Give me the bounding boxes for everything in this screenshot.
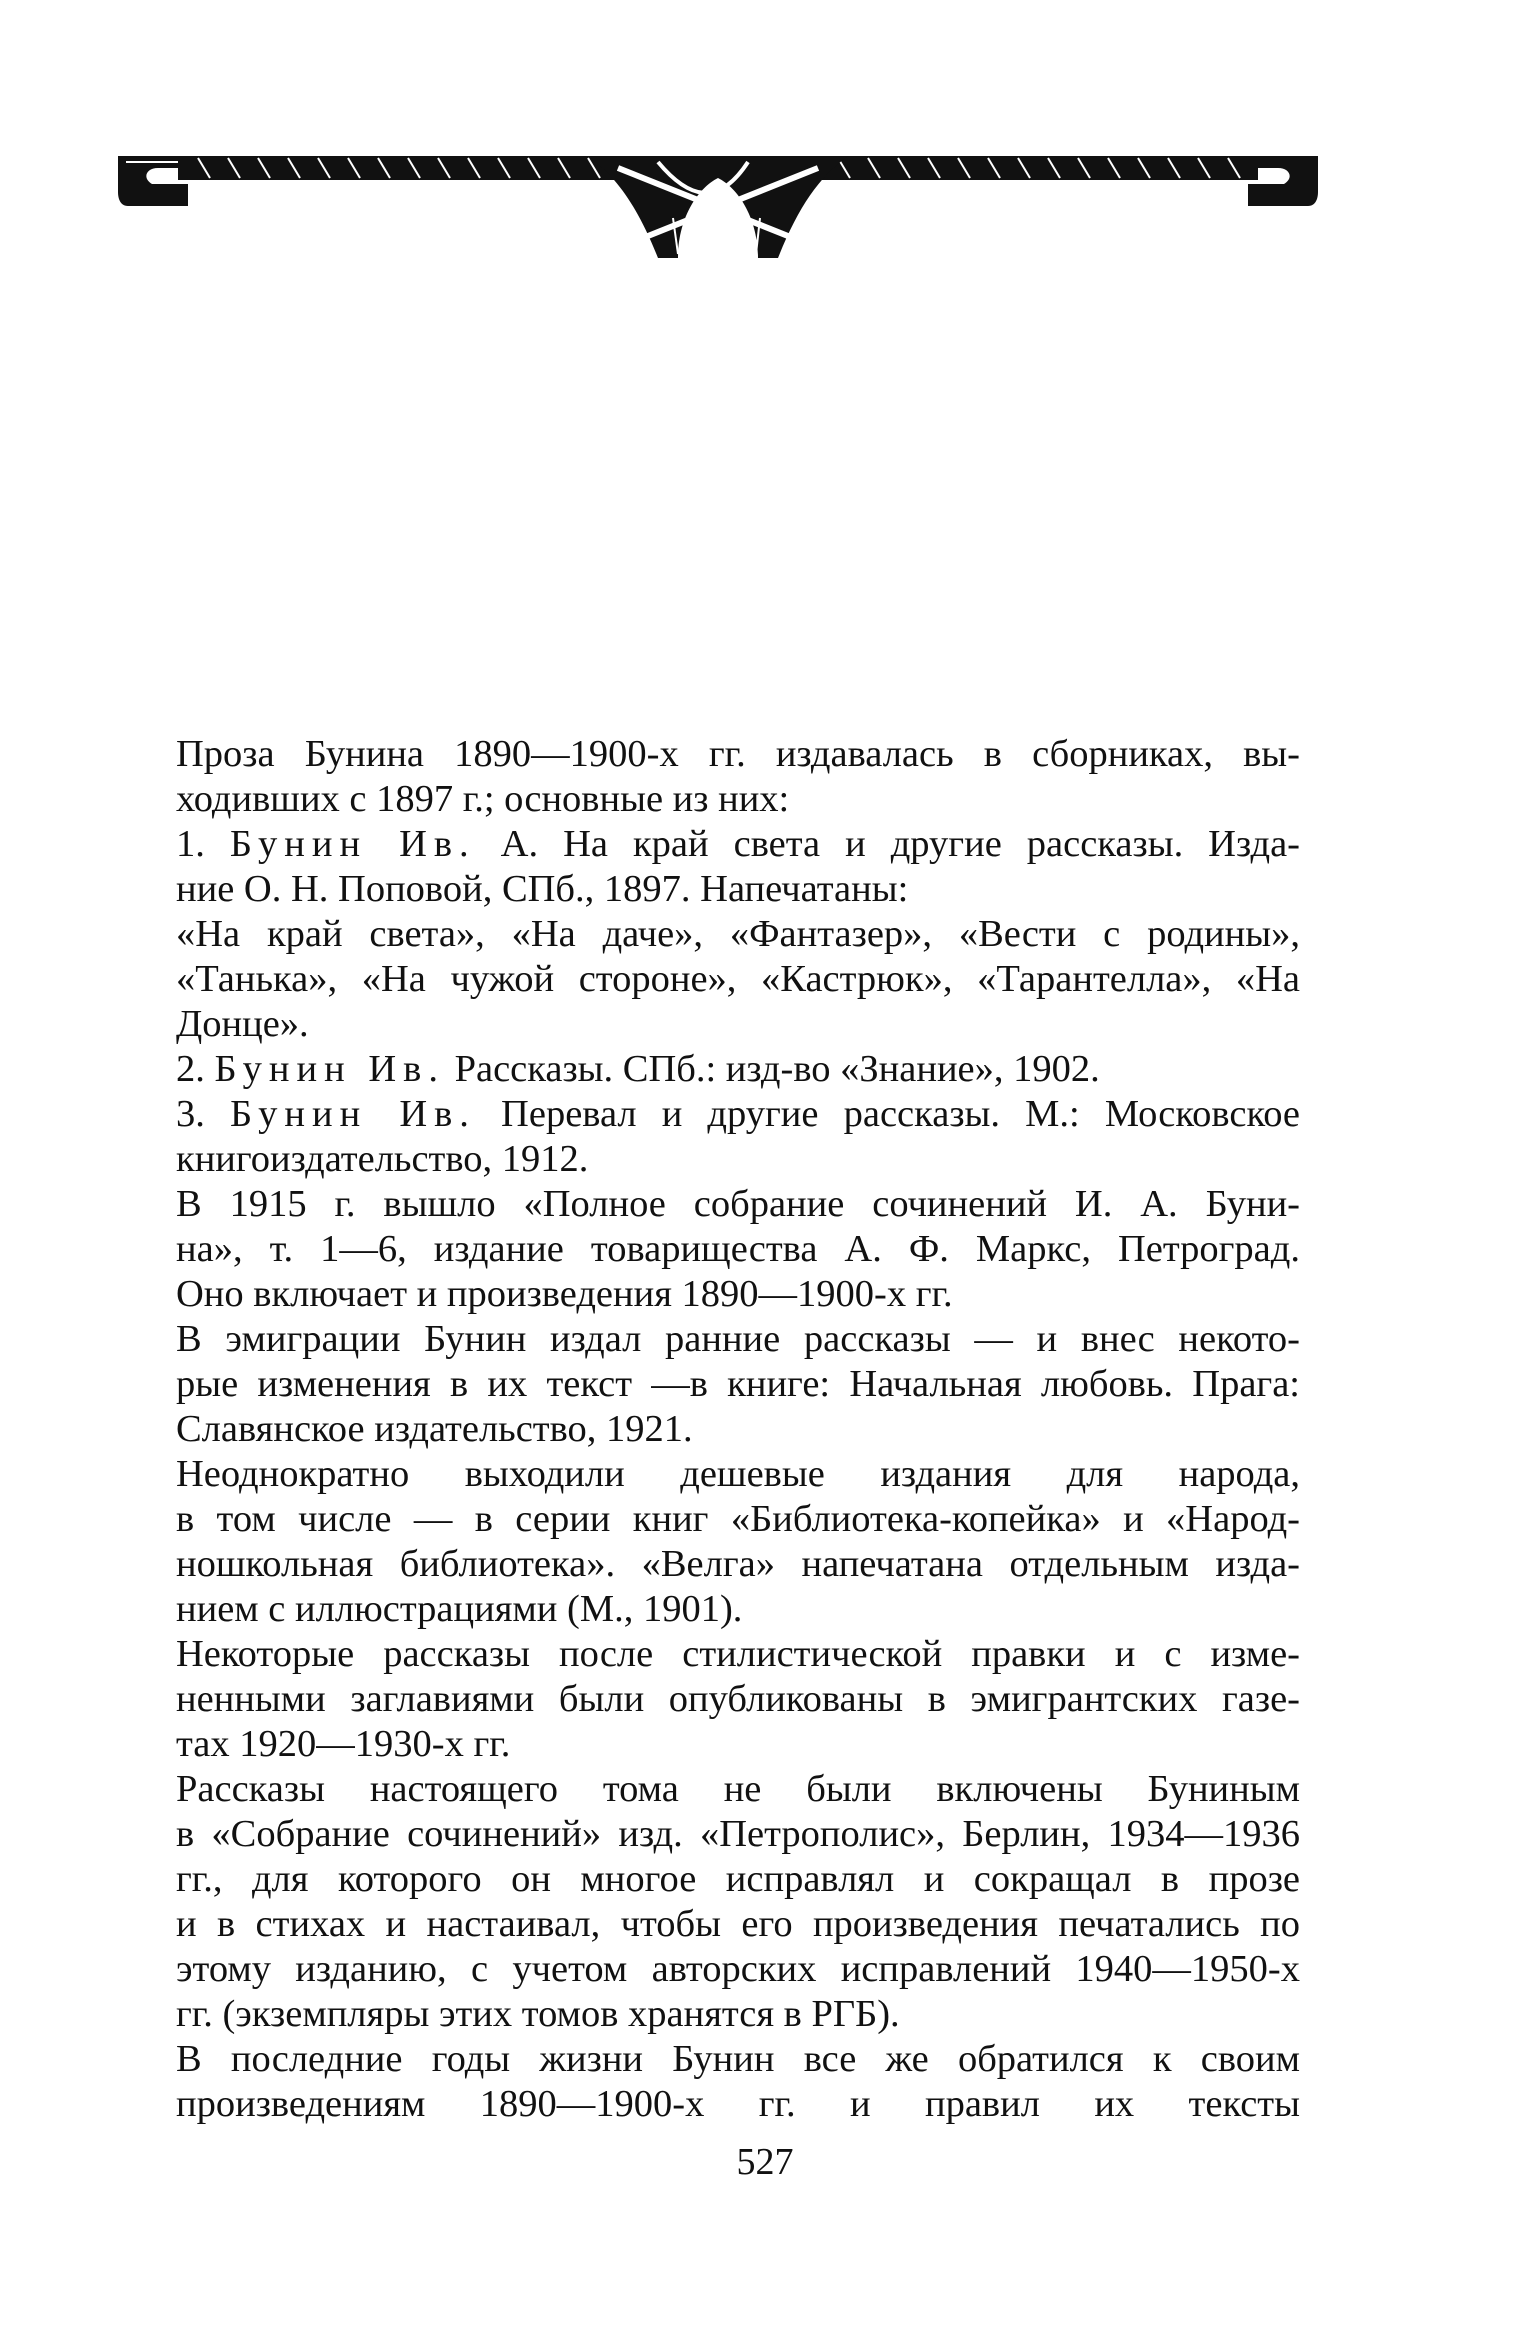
text-line: на», т. 1—6, издание товарищества А. Ф. Маркс, Петроград. — [176, 1228, 1300, 1270]
text-fragment: Перевал и другие рассказы. М.: Московское — [475, 1093, 1300, 1135]
text-line: этому изданию, с учетом авторских исправлений 1940—1950-х — [176, 1948, 1300, 1990]
text-line: В 1915 г. вышло «Полное собрание сочинений И. А. Буни- — [176, 1183, 1300, 1225]
text-line: «Танька», «На чужой стороне», «Кастрюк», «Тарантелла», «На — [176, 958, 1300, 1000]
author-name: Бунин Ив. — [229, 823, 476, 865]
text-line — [176, 1047, 1300, 1092]
text-fragment: Рассказы. СПб.: изд-во «Знание», 1902. — [444, 1048, 1100, 1090]
text-line: Проза Бунина 1890—1900-х гг. издавалась в сборниках, вы- — [176, 733, 1300, 775]
text-fragment: А. На край света и другие рассказы. Изда- — [475, 823, 1300, 865]
text-line: тах 1920—1930-х гг. — [176, 1723, 511, 1765]
text-line: произведениям 1890—1900-х гг. и правил их тексты — [176, 2083, 1300, 2125]
author-name: Бунин Ив. — [214, 1048, 445, 1090]
author-name: Бунин Ив. — [230, 1093, 476, 1135]
text-line: Некоторые рассказы после стилистической правки и с изме- — [176, 1633, 1300, 1675]
text-line: книгоиздательство, 1912. — [176, 1138, 589, 1180]
text-line: Оно включает и произведения 1890—1900-х гг. — [176, 1273, 953, 1315]
text-line: в «Собрание сочинений» изд. «Петрополис», Берлин, 1934—1936 — [176, 1813, 1300, 1855]
text-line: Рассказы настоящего тома не были включены Буниным — [176, 1768, 1300, 1810]
text-line — [176, 822, 1300, 867]
list-number: 3. — [176, 1093, 230, 1135]
text-line — [176, 1092, 1300, 1137]
text-line: ние О. Н. Поповой, СПб., 1897. Напечатаны: — [176, 868, 909, 910]
text-line: гг. (экземпляры этих томов хранятся в РГБ). — [176, 1993, 900, 2035]
text-line: В эмиграции Бунин издал ранние рассказы — и внес некото- — [176, 1318, 1300, 1360]
text-line: Донце». — [176, 1003, 309, 1045]
text-line: рые изменения в их текст —в книге: Начальная любовь. Прага: — [176, 1363, 1300, 1405]
list-number: 2. — [176, 1048, 215, 1090]
body-text — [176, 732, 1300, 2127]
text-line: и в стихах и настаивал, чтобы его произведения печатались по — [176, 1903, 1300, 1945]
text-line: ходивших с 1897 г.; основные из них: — [176, 778, 790, 820]
text-line: гг., для которого он многое исправлял и сокращал в прозе — [176, 1858, 1300, 1900]
text-line: Славянское издательство, 1921. — [176, 1408, 693, 1450]
header-ornament — [118, 148, 1318, 278]
text-line: Неоднократно выходили дешевые издания для народа, — [176, 1453, 1300, 1495]
text-line: ненными заглавиями были опубликованы в эмигрантских газе- — [176, 1678, 1300, 1720]
text-line: В последние годы жизни Бунин все же обратился к своим — [176, 2038, 1300, 2080]
text-line: в том числе — в серии книг «Библиотека-копейка» и «Народ- — [176, 1498, 1300, 1540]
page-number: 527 — [736, 2141, 794, 2183]
text-line: ношкольная библиотека». «Велга» напечатана отдельным изда- — [176, 1543, 1300, 1585]
list-number: 1. — [176, 823, 230, 865]
text-line: «На край света», «На даче», «Фантазер», «Вести с родины», — [176, 913, 1300, 955]
text-line: нием с иллюстрациями (М., 1901). — [176, 1588, 743, 1630]
